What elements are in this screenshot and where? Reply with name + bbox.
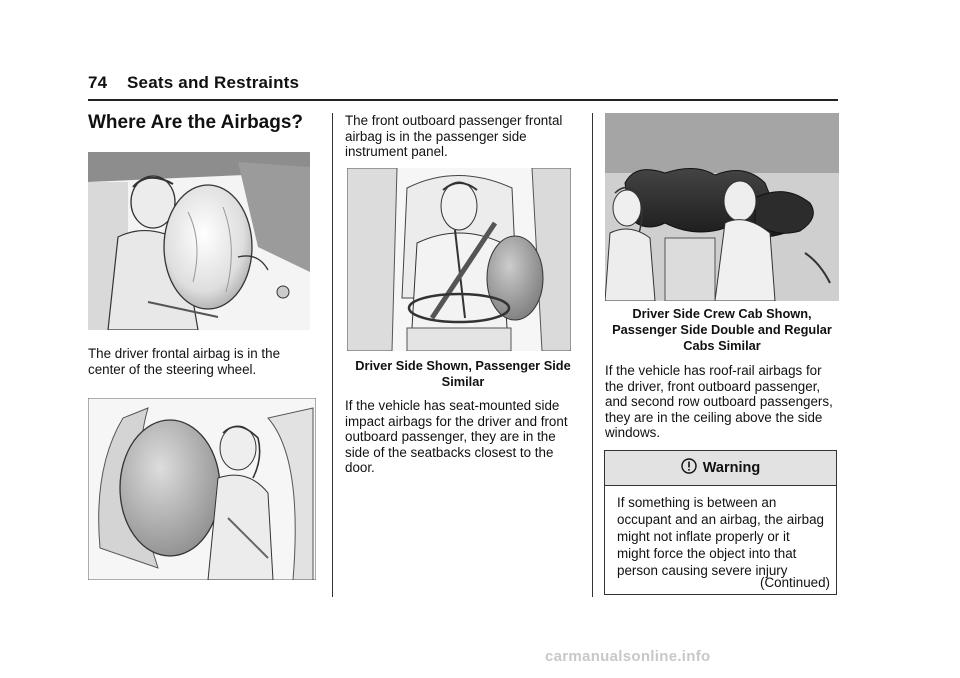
seat-side-airbag-illustration — [88, 398, 316, 580]
driver-airbag-paragraph: The driver frontal airbag is in the center of the steering wheel. — [88, 346, 281, 377]
warning-text: If something is between an occupant and an airbag, the airbag might not inflate properly or it might force the object into that person causing severe injury — [617, 495, 824, 578]
warning-header — [605, 451, 836, 486]
header-rule — [88, 99, 838, 101]
warning-box — [604, 450, 837, 595]
figure-caption-crew-cab: Driver Side Crew Cab Shown, Passenger Side Double and Regular Cabs Similar — [612, 306, 832, 353]
roof-rail-airbag-illustration — [605, 113, 839, 301]
warning-title: Warning — [702, 460, 761, 476]
column-divider-1 — [332, 113, 333, 597]
driver-seat-airbag-illustration — [347, 168, 571, 351]
driver-frontal-airbag-illustration — [88, 152, 310, 330]
page-header — [88, 73, 299, 93]
seat-mounted-airbag-paragraph: If the vehicle has seat-mounted side impact airbags for the driver and front outboard passenger, they are in the side of the seatbacks closest to the door. — [345, 398, 568, 476]
watermark: carmanualsonline.info — [545, 648, 711, 665]
section-title: Where Are the Airbags? — [88, 112, 304, 133]
warning-icon — [681, 458, 697, 478]
continued-label: (Continued) — [760, 575, 830, 590]
roof-rail-airbag-paragraph: If the vehicle has roof-rail airbags for the driver, front outboard passenger, and second row outboard passengers, they are in the ceiling above the side windows. — [605, 363, 833, 441]
passenger-airbag-paragraph: The front outboard passenger frontal airbag is in the passenger side instrument panel. — [345, 113, 563, 160]
page-number: 74 — [88, 73, 108, 92]
column-divider-2 — [592, 113, 593, 597]
figure-caption-driver-side: Driver Side Shown, Passenger Side Similar — [355, 358, 571, 389]
section-name: Seats and Restraints — [127, 73, 300, 92]
